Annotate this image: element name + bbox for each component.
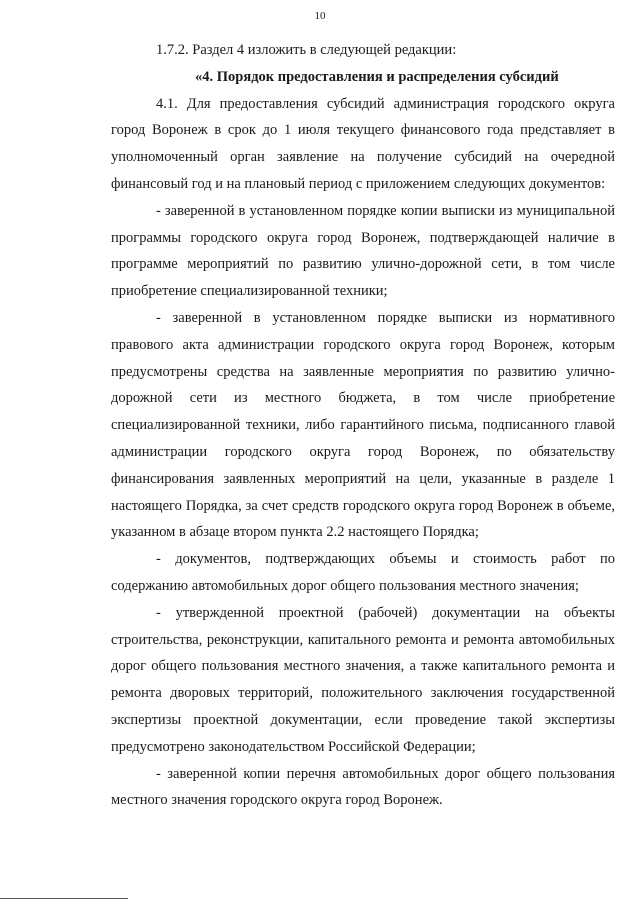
page-number: 10 (314, 10, 326, 22)
list-item-program-extract: - заверенной в установленном порядке копии выписки из муниципальной программы городского округа город Воронеж, подтверждающей наличие в программе мероприятий по развитию улично-дорожной сети, в том числе приобретение специализированной техники; (111, 202, 615, 300)
list-item-road-list-copy: - заверенной копии перечня автомобильных дорог общего пользования местного значения городского округа город Воронеж. (111, 765, 615, 809)
footnote-divider (0, 898, 128, 899)
section-amendment-intro: 1.7.2. Раздел 4 изложить в следующей редакции: (156, 42, 457, 58)
list-item-legal-act-extract: - заверенной в установленном порядке выписки из нормативного правового акта администрации городского округа город Воронеж, которым предусмотрены средства на заявленные мероприятия по развитию улично-дорожной сети из местного бюджета, в том числе приобретение специализированной техники, либо гарантийного письма, подписанного главой администрации городского округа город Воронеж, по обязательству финансирования заявленных мероприятий на цели, указанные в разделе 1 настоящего Порядка, за счет средств городского округа город Воронеж в объеме, указанном в абзаце втором пункта 2.2 настоящего Порядка; (111, 309, 615, 541)
list-item-project-documentation: - утвержденной проектной (рабочей) документации на объекты строительства, реконструкции, капитального ремонта и ремонта автомобильных дорог общего пользования местного значения, а также капитального ремонта и ремонта дворовых территорий, положительного заключения государственной экспертизы проектной документации, если проведение такой экспертизы предусмотрено законодательством Российской Федерации; (111, 604, 615, 755)
section-heading: «4. Порядок предоставления и распределения субсидий (195, 68, 559, 85)
document-body (111, 37, 615, 814)
list-item-maintenance-documents: - документов, подтверждающих объемы и стоимость работ по содержанию автомобильных дорог общего пользования местного значения; (111, 551, 615, 594)
paragraph-4-1: 4.1. Для предоставления субсидий администрация городского округа город Воронеж в срок до 1 июля текущего финансового года представляет в уполномоченный орган заявление на получение субсидий на очередной финансовый год и на плановый период с приложением следующих документов: (111, 95, 615, 192)
